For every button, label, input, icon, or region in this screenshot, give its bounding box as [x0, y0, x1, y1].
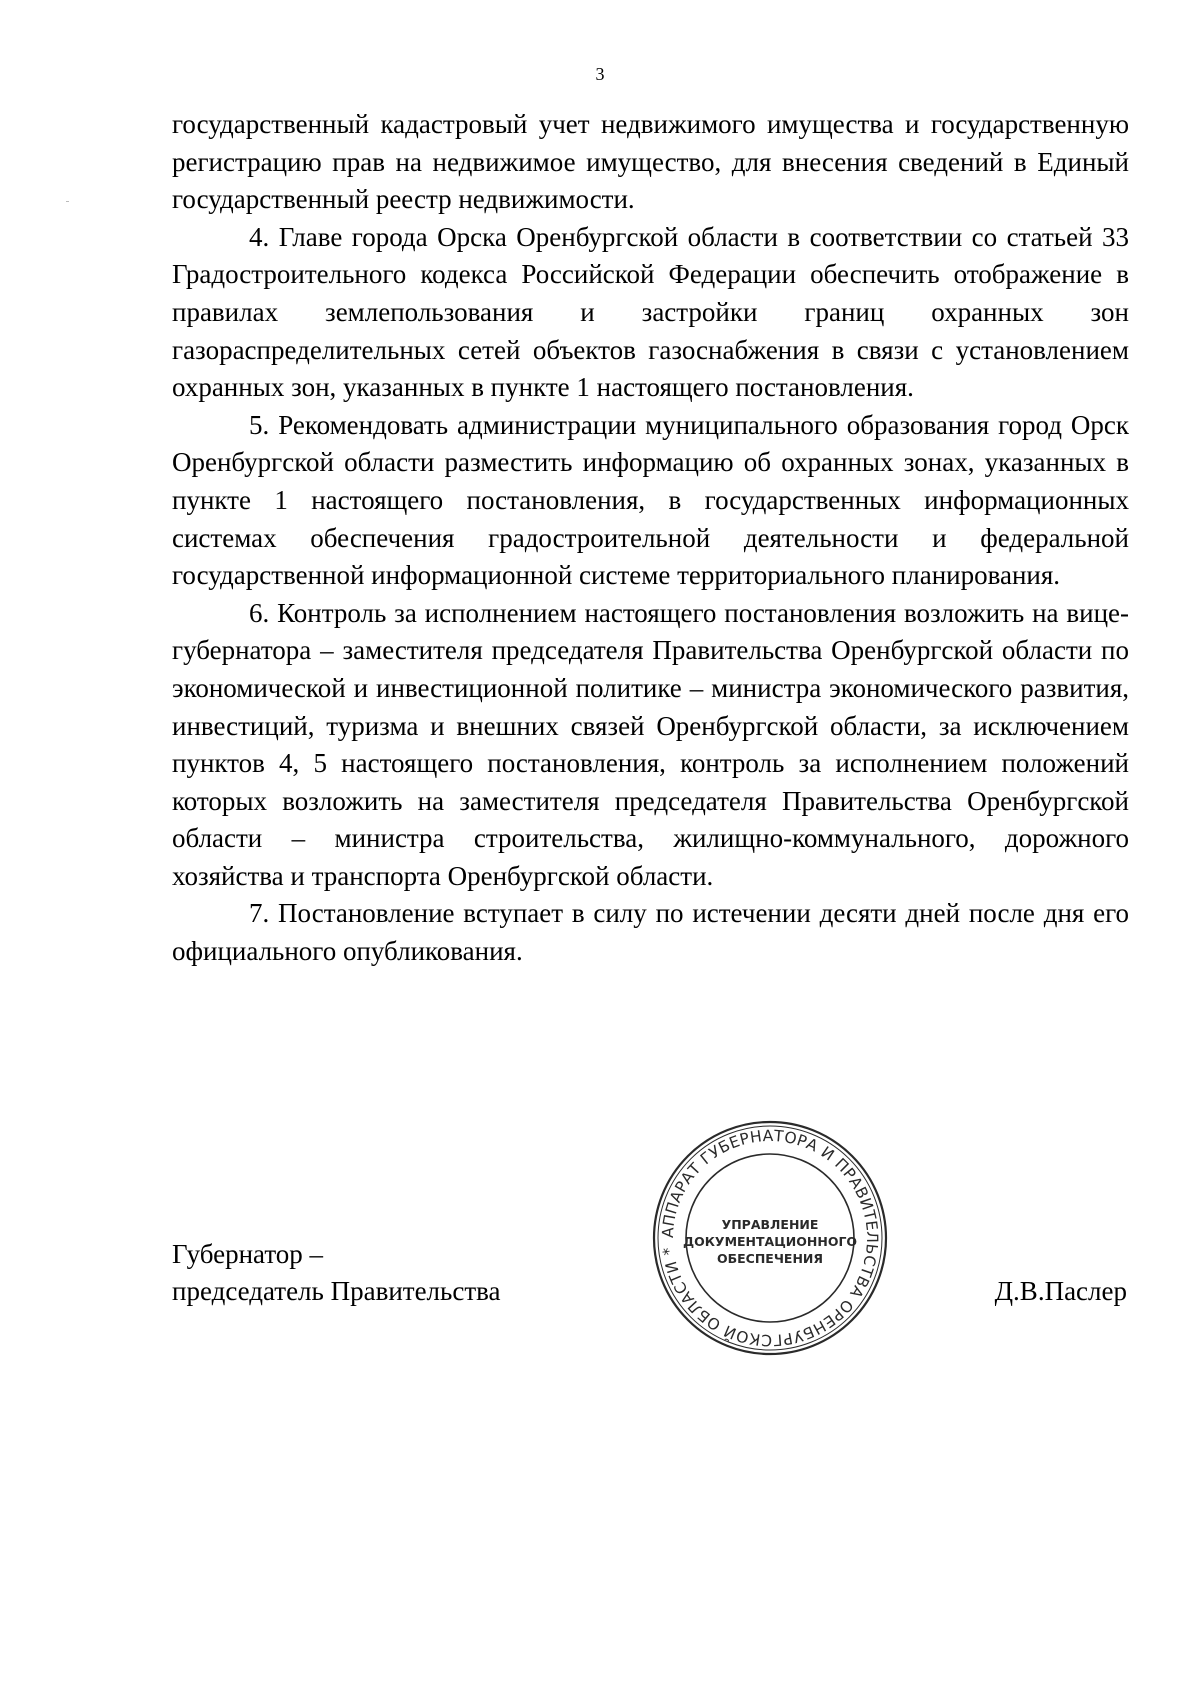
- paragraph-item-6: 6. Контроль за исполнением настоящего постановления возложить на вице-губернатора – заместителя председателя Правительства Оренбургской области по экономической и инвестиционной политике – министра экономического развития, инвестиций, туризма и внешних связей Оренбургской области, за исключением пунктов 4, 5 настоящего постановления, контроль за исполнением положений которых возложить на заместителя председателя Правительства Оренбургской области – министра строительства, жилищно-коммунального, дорожного хозяйства и транспорта Оренбургской области.: [172, 597, 1129, 891]
- signatory-title-line1: Губернатор –: [172, 1239, 324, 1269]
- paragraph-continuation: государственный кадастровый учет недвижимого имущества и государственную регистрацию прав на недвижимое имущество, для внесения сведений в Единый государственный реестр недвижимости.: [172, 109, 1129, 215]
- document-body: [172, 106, 1129, 971]
- page-number: 3: [595, 64, 605, 84]
- seal-center-line2: ДОКУМЕНТАЦИОННОГО: [682, 1234, 858, 1249]
- paragraph-item-5: 5. Рекомендовать администрации муниципального образования город Орск Оренбургской области разместить информацию об охранных зонах, указанных в пункте 1 настоящего постановления, в государственных информационных системах обеспечения градостроительной деятельности и федеральной государственной информационной системе территориального планирования.: [172, 409, 1129, 591]
- scan-speck: [66, 201, 69, 202]
- signatory-title-line2: председатель Правительства: [172, 1276, 501, 1306]
- paragraph-item-4: 4. Главе города Орска Оренбургской области в соответствии со статьей 33 Градостроительного кодекса Российской Федерации обеспечить отображение в правилах землепользования и застройки границ охранных зон газораспределительных сетей объектов газоснабжения в связи с установлением охранных зон, указанных в пункте 1 настоящего постановления.: [172, 221, 1129, 403]
- seal-center-line3: ОБЕСПЕЧЕНИЯ: [716, 1251, 824, 1266]
- seal-ring-text: АППАРАТ ГУБЕРНАТОРА И ПРАВИТЕЛЬСТВА ОРЕНБУРГСКОЙ ОБЛАСТИ *: [658, 1126, 882, 1350]
- official-seal: [650, 1118, 890, 1358]
- signatory-title: [172, 1236, 501, 1310]
- paragraph-item-7: 7. Постановление вступает в силу по истечении десяти дней после дня его официального опубликования.: [172, 898, 1129, 967]
- seal-center-line1: УПРАВЛЕНИЕ: [721, 1217, 819, 1232]
- signatory-name: Д.В.Паслер: [994, 1276, 1127, 1306]
